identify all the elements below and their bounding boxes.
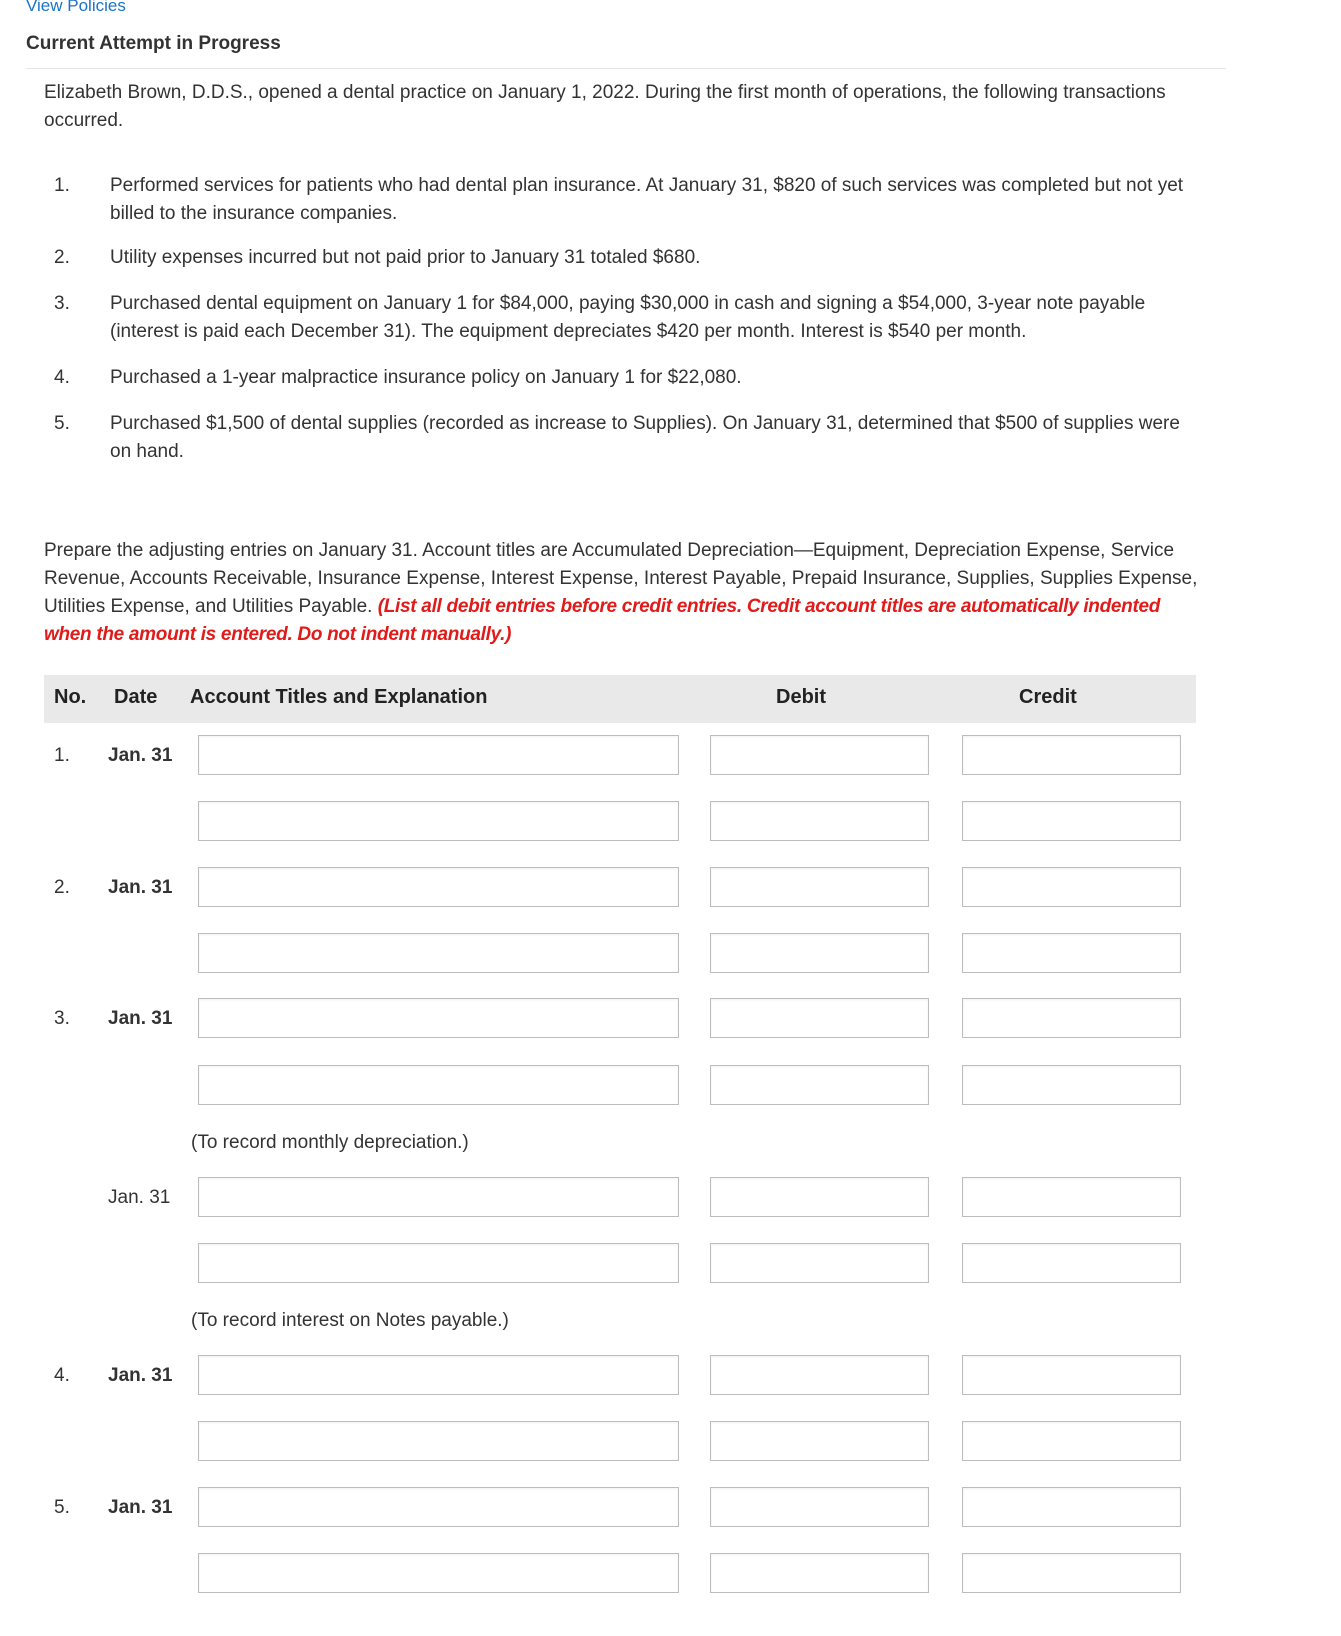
account-title-input[interactable] (198, 998, 679, 1038)
entry-date: Jan. 31 (108, 745, 173, 766)
debit-input[interactable] (710, 1355, 929, 1395)
debit-input[interactable] (710, 1065, 929, 1105)
account-title-input[interactable] (198, 1487, 679, 1527)
header-debit: Debit (776, 686, 826, 708)
account-title-input[interactable] (198, 1553, 679, 1593)
list-item-text: Performed services for patients who had dental plan insurance. At January 31, $820 of such services was completed but not yet billed to the insurance companies. (110, 175, 1184, 224)
credit-input[interactable] (962, 1553, 1181, 1593)
account-title-input[interactable] (198, 1177, 679, 1217)
attempt-title: Current Attempt in Progress (26, 33, 281, 54)
debit-input[interactable] (710, 1421, 929, 1461)
debit-input[interactable] (710, 735, 929, 775)
instructions-warning: (List all debit entries before credit entries. Credit account titles are automatically indented when the amount is entered. Do not indent manually.) (44, 596, 1161, 645)
credit-input[interactable] (962, 801, 1181, 841)
list-item-number: 3. (54, 293, 70, 314)
credit-input[interactable] (962, 735, 1181, 775)
explanation-depreciation: (To record monthly depreciation.) (191, 1132, 469, 1153)
table-header (44, 675, 1196, 723)
header-account: Account Titles and Explanation (190, 686, 488, 708)
credit-input[interactable] (962, 1487, 1181, 1527)
header-date: Date (114, 686, 158, 708)
credit-input[interactable] (962, 1355, 1181, 1395)
list-item-number: 2. (54, 247, 70, 268)
account-title-input[interactable] (198, 933, 679, 973)
account-title-input[interactable] (198, 1243, 679, 1283)
account-title-input[interactable] (198, 1355, 679, 1395)
header-no: No. (54, 686, 87, 708)
problem-intro: Elizabeth Brown, D.D.S., opened a dental practice on January 1, 2022. During the first month of operations, the following transactions occurred. (44, 82, 1166, 131)
entry-date: Jan. 31 (108, 1365, 173, 1386)
debit-input[interactable] (710, 998, 929, 1038)
list-item-text: Utility expenses incurred but not paid prior to January 31 totaled $680. (110, 247, 701, 268)
explanation-interest: (To record interest on Notes payable.) (191, 1310, 509, 1331)
entry-number: 3. (54, 1008, 70, 1029)
debit-input[interactable] (710, 1177, 929, 1217)
entry-number: 5. (54, 1497, 70, 1518)
list-item-number: 1. (54, 175, 70, 196)
list-item-number: 5. (54, 413, 70, 434)
credit-input[interactable] (962, 1177, 1181, 1217)
debit-input[interactable] (710, 1243, 929, 1283)
list-item-text: Purchased a 1-year malpractice insurance policy on January 1 for $22,080. (110, 367, 742, 388)
entry-date: Jan. 31 (108, 1187, 171, 1208)
view-policies-link[interactable]: View Policies (26, 0, 126, 15)
credit-input[interactable] (962, 1421, 1181, 1461)
credit-input[interactable] (962, 933, 1181, 973)
debit-input[interactable] (710, 1487, 929, 1527)
credit-input[interactable] (962, 1065, 1181, 1105)
instructions-text: Prepare the adjusting entries on January 31. Account titles are Accumulated Depreciation—Equipment, Depreciation Expense, Service Revenue, Accounts Receivable, Insurance Expense, Interest Expense, Interest Payable, Prepaid Insurance, Supplies, Supplies Expense, Utilities Expense, and Utilities Payable. (44, 540, 1198, 617)
list-item-number: 4. (54, 367, 70, 388)
right-margin (1226, 0, 1341, 1636)
credit-input[interactable] (962, 1243, 1181, 1283)
instructions (44, 537, 1204, 649)
account-title-input[interactable] (198, 1421, 679, 1461)
account-title-input[interactable] (198, 801, 679, 841)
debit-input[interactable] (710, 867, 929, 907)
debit-input[interactable] (710, 801, 929, 841)
entry-number: 1. (54, 745, 70, 766)
debit-input[interactable] (710, 933, 929, 973)
account-title-input[interactable] (198, 735, 679, 775)
entry-date: Jan. 31 (108, 1497, 173, 1518)
account-title-input[interactable] (198, 867, 679, 907)
entry-number: 4. (54, 1365, 70, 1386)
list-item-text: Purchased dental equipment on January 1 for $84,000, paying $30,000 in cash and signing a $54,000, 3-year note payable (interest is paid each December 31). The equipment depreciates $420 per month. Interest is $540 per month. (110, 293, 1146, 342)
header-divider (26, 68, 1226, 69)
entry-date: Jan. 31 (108, 877, 173, 898)
header-credit: Credit (1019, 686, 1077, 708)
credit-input[interactable] (962, 867, 1181, 907)
list-item-text: Purchased $1,500 of dental supplies (recorded as increase to Supplies). On January 31, determined that $500 of supplies were on hand. (110, 413, 1180, 462)
debit-input[interactable] (710, 1553, 929, 1593)
credit-input[interactable] (962, 998, 1181, 1038)
entry-date: Jan. 31 (108, 1008, 173, 1029)
account-title-input[interactable] (198, 1065, 679, 1105)
entry-number: 2. (54, 877, 70, 898)
